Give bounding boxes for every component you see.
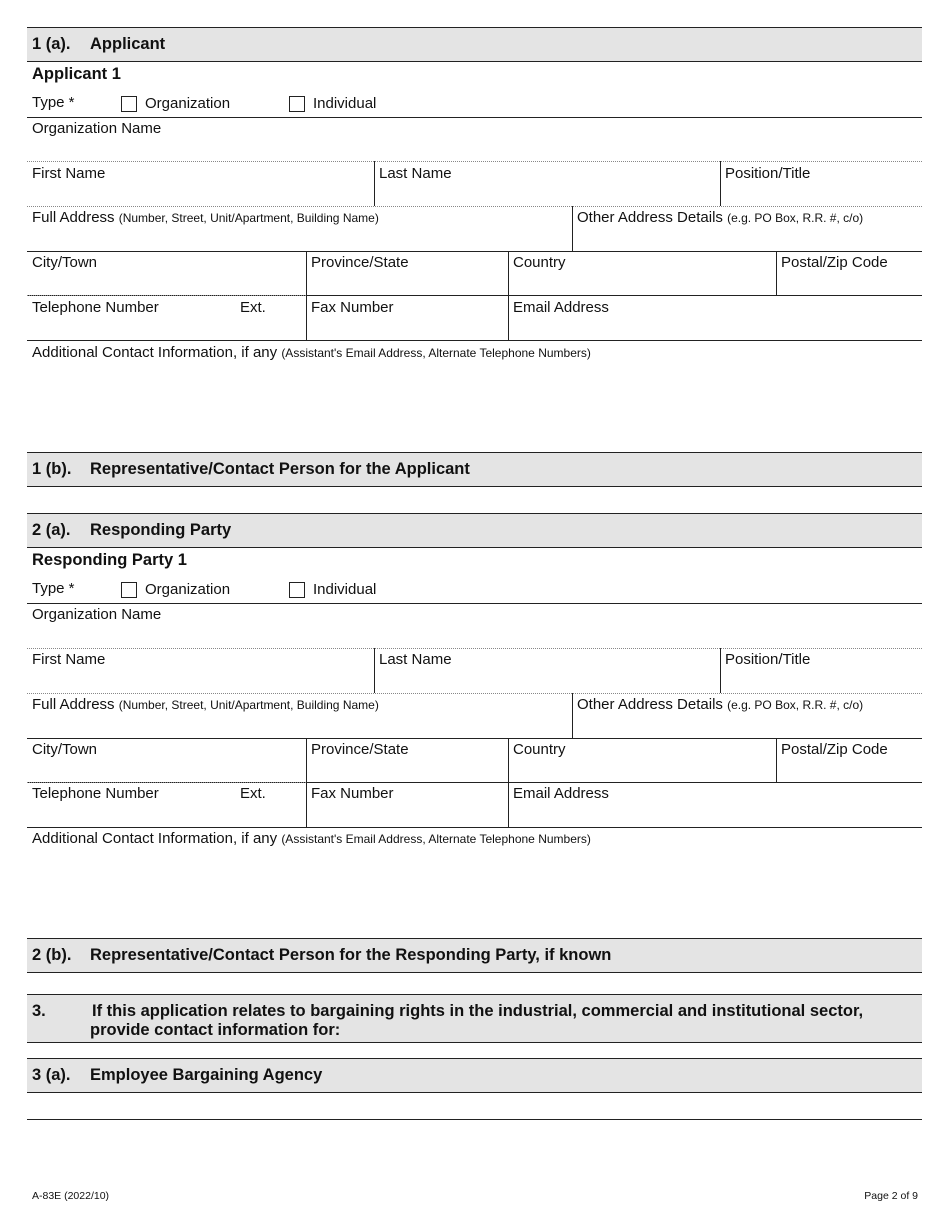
responding-party-1-heading: Responding Party 1 <box>32 551 187 569</box>
other-address-label: Other Address Details <box>577 209 723 226</box>
respondent-ext-field[interactable]: Ext. <box>240 785 266 802</box>
additional-hint: (Assistant's Email Address, Alternate Telephone Numbers) <box>281 832 591 846</box>
applicant-individual-checkbox[interactable] <box>289 96 305 112</box>
section-title-line-2: provide contact information for: <box>90 1021 341 1039</box>
type-label: Type * <box>32 94 75 111</box>
section-2b-header <box>27 938 922 973</box>
respondent-country-field[interactable]: Country <box>513 741 566 758</box>
full-address-label: Full Address <box>32 696 115 713</box>
applicant-additional-contact-field[interactable] <box>32 344 591 361</box>
applicant-country-field[interactable]: Country <box>513 254 566 271</box>
section-title-line-1: If this application relates to bargaining rights in the industrial, commercial and institutional sector, <box>92 1002 864 1020</box>
agency-field-line[interactable] <box>27 1119 922 1120</box>
section-title: Representative/Contact Person for the Applicant <box>90 460 470 478</box>
section-number: 3 (a). <box>32 1066 71 1084</box>
section-1a-header <box>27 27 922 62</box>
full-address-hint: (Number, Street, Unit/Apartment, Building Name) <box>118 698 379 712</box>
applicant-email-field[interactable]: Email Address <box>513 299 609 316</box>
applicant-last-name-field[interactable]: Last Name <box>379 165 452 182</box>
applicant-full-address-field[interactable] <box>32 209 379 226</box>
applicant-province-field[interactable]: Province/State <box>311 254 409 271</box>
applicant-telephone-field[interactable]: Telephone Number <box>32 299 159 316</box>
respondent-position-field[interactable]: Position/Title <box>725 651 811 668</box>
organization-option-label: Organization <box>145 581 231 598</box>
type-label: Type * <box>32 580 75 597</box>
page-number: Page 2 of 9 <box>864 1190 918 1202</box>
section-number: 2 (a). <box>32 521 71 539</box>
individual-option-label: Individual <box>313 95 377 112</box>
section-title: Applicant <box>90 35 166 53</box>
section-3-header <box>27 994 922 1043</box>
individual-option-label: Individual <box>313 581 377 598</box>
additional-hint: (Assistant's Email Address, Alternate Telephone Numbers) <box>281 346 591 360</box>
respondent-additional-contact-field[interactable] <box>32 830 591 847</box>
applicant-fax-field[interactable]: Fax Number <box>311 299 394 316</box>
respondent-first-name-field[interactable]: First Name <box>32 651 106 668</box>
section-title: Responding Party <box>90 521 232 539</box>
respondent-city-field[interactable]: City/Town <box>32 741 98 758</box>
additional-label: Additional Contact Information, if any <box>32 830 278 847</box>
respondent-fax-field[interactable]: Fax Number <box>311 785 394 802</box>
applicant-city-field[interactable]: City/Town <box>32 254 98 271</box>
section-number: 1 (b). <box>32 460 72 478</box>
section-number: 1 (a). <box>32 35 71 53</box>
section-number: 2 (b). <box>32 946 72 964</box>
full-address-hint: (Number, Street, Unit/Apartment, Building Name) <box>118 211 379 225</box>
respondent-individual-checkbox[interactable] <box>289 582 305 598</box>
section-title: Employee Bargaining Agency <box>90 1066 323 1084</box>
section-2a-header <box>27 513 922 548</box>
form-id: A-83E (2022/10) <box>32 1190 110 1202</box>
section-title: Representative/Contact Person for the Responding Party, if known <box>90 946 612 964</box>
section-1b-header <box>27 452 922 487</box>
other-address-label: Other Address Details <box>577 696 723 713</box>
respondent-last-name-field[interactable]: Last Name <box>379 651 452 668</box>
applicant-1-heading: Applicant 1 <box>32 65 121 83</box>
respondent-postal-field[interactable]: Postal/Zip Code <box>781 741 888 758</box>
other-address-hint: (e.g. PO Box, R.R. #, c/o) <box>727 698 864 712</box>
respondent-other-address-field[interactable] <box>577 696 863 713</box>
section-number: 3. <box>32 1002 46 1020</box>
respondent-organization-name-field[interactable]: Organization Name <box>32 606 162 623</box>
applicant-organization-name-field[interactable]: Organization Name <box>32 120 162 137</box>
respondent-telephone-field[interactable]: Telephone Number <box>32 785 159 802</box>
additional-label: Additional Contact Information, if any <box>32 344 278 361</box>
respondent-organization-checkbox[interactable] <box>121 582 137 598</box>
other-address-hint: (e.g. PO Box, R.R. #, c/o) <box>727 211 864 225</box>
full-address-label: Full Address <box>32 209 115 226</box>
applicant-first-name-field[interactable]: First Name <box>32 165 106 182</box>
section-3a-header <box>27 1058 922 1093</box>
applicant-other-address-field[interactable] <box>577 209 863 226</box>
organization-option-label: Organization <box>145 95 231 112</box>
respondent-full-address-field[interactable] <box>32 696 379 713</box>
applicant-position-field[interactable]: Position/Title <box>725 165 811 182</box>
respondent-email-field[interactable]: Email Address <box>513 785 609 802</box>
respondent-province-field[interactable]: Province/State <box>311 741 409 758</box>
applicant-postal-field[interactable]: Postal/Zip Code <box>781 254 888 271</box>
applicant-ext-field[interactable]: Ext. <box>240 299 266 316</box>
applicant-organization-checkbox[interactable] <box>121 96 137 112</box>
